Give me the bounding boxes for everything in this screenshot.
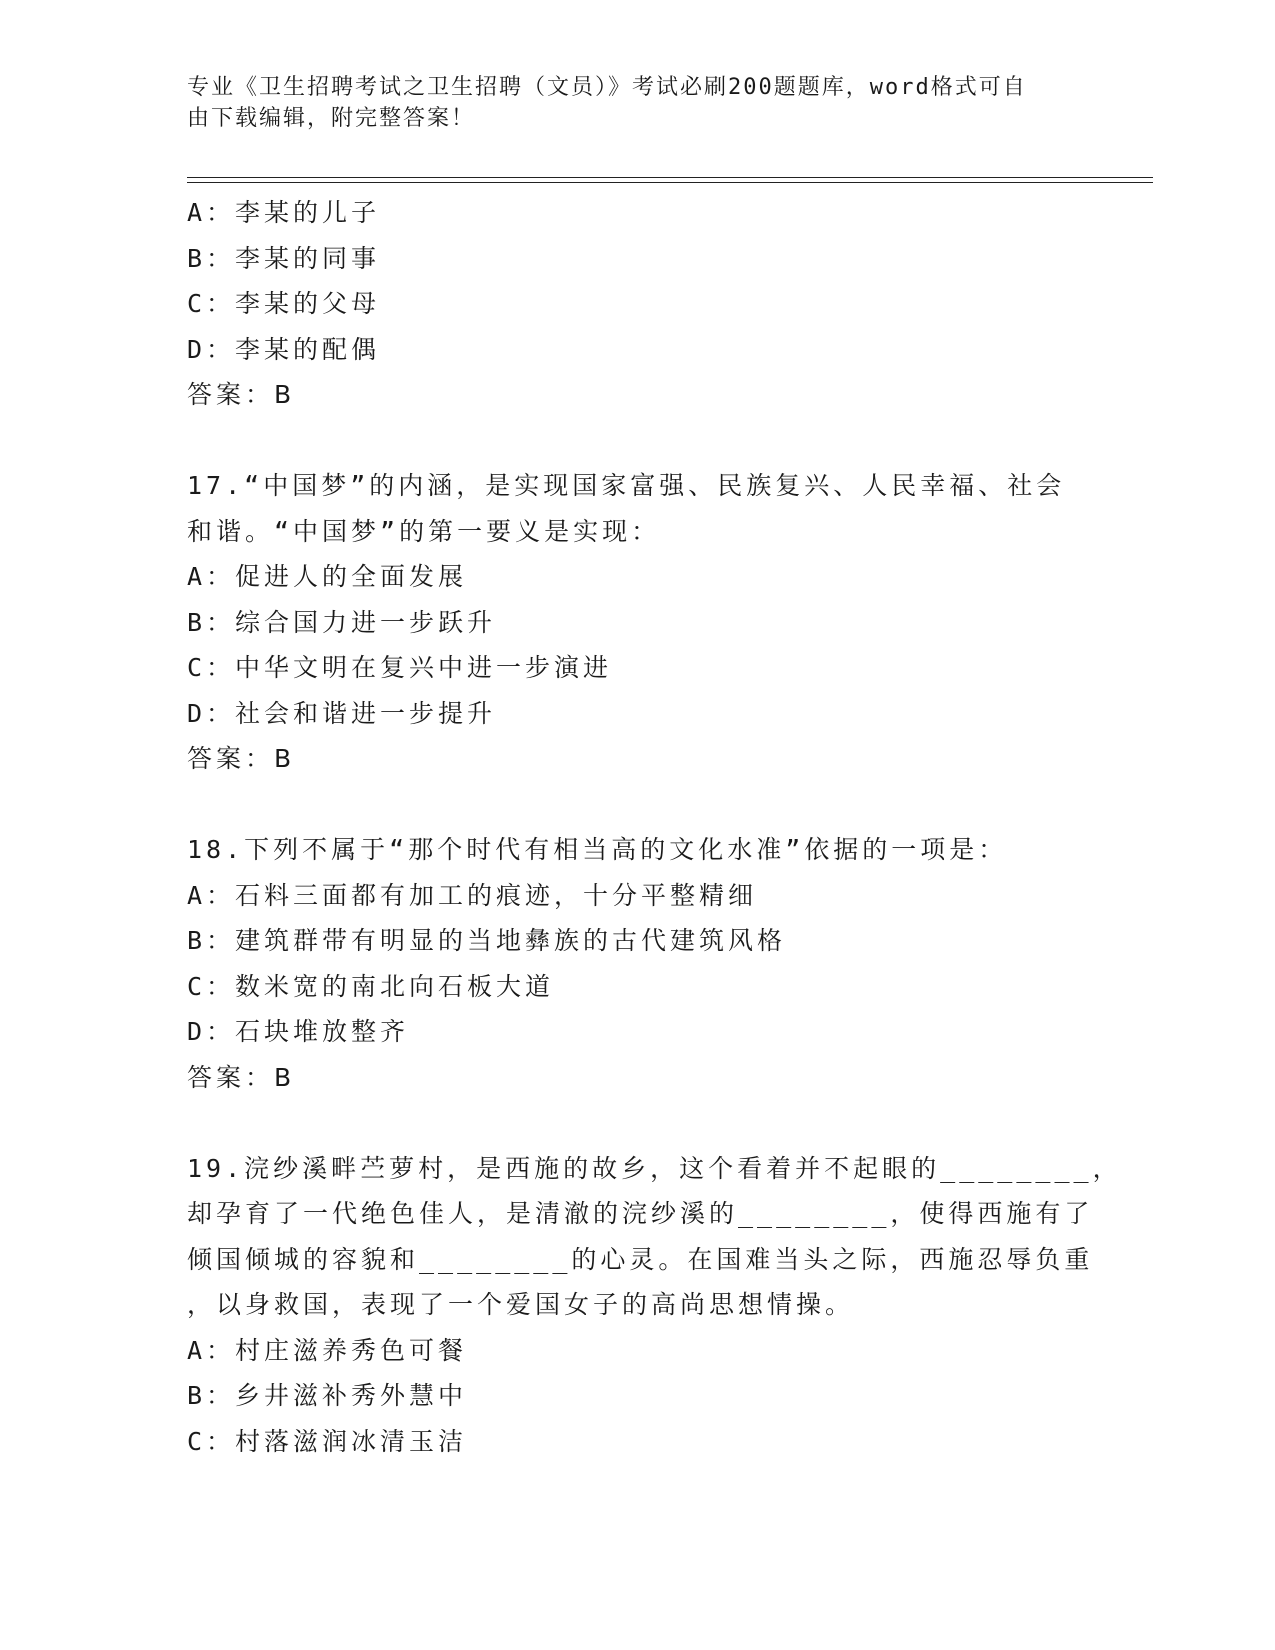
header-divider-top: [187, 177, 1153, 178]
option-d: D：社会和谐进一步提升: [187, 698, 497, 728]
option-c: C：村落滋润冰清玉洁: [187, 1426, 468, 1456]
document-header: [187, 72, 1067, 134]
option-b: B：乡井滋补秀外慧中: [187, 1381, 468, 1410]
question-stem-line: 却孕育了一代绝色佳人，是清澈的浣纱溪的________，使得西施有了: [187, 1199, 1094, 1228]
question-stem-line: 19.浣纱溪畔苎萝村，是西施的故乡，这个看着并不起眼的________，: [187, 1153, 1122, 1183]
header-line-1: 专业《卫生招聘考试之卫生招聘（文员）》考试必刷200题题库，word格式可自: [187, 75, 1027, 100]
document-body: [187, 190, 1122, 1464]
question-stem-line: ，以身救国，表现了一个爱国女子的高尚思想情操。: [187, 1290, 855, 1319]
option-c: C：中华文明在复兴中进一步演进: [187, 653, 613, 682]
answer-text: 答案：B: [187, 380, 296, 409]
option-a: A：李某的儿子: [187, 198, 381, 227]
answer-text: 答案：B: [187, 744, 296, 773]
option-c: C：李某的父母: [187, 289, 381, 318]
question-17: [187, 463, 1087, 782]
option-a: A：村庄滋养秀色可餐: [187, 1335, 468, 1365]
option-c: C：数米宽的南北向石板大道: [187, 971, 555, 1001]
option-a: A：石料三面都有加工的痕迹，十分平整精细: [187, 880, 758, 910]
header-divider-bottom: [187, 182, 1153, 183]
question-18: [187, 827, 1087, 1100]
question-stem-line: 17.“中国梦”的内涵，是实现国家富强、民族复兴、人民幸福、社会: [187, 471, 1066, 500]
option-d: D：李某的配偶: [187, 334, 381, 364]
option-b: B：综合国力进一步跃升: [187, 607, 497, 637]
spacer: [187, 782, 1087, 828]
option-a: A：促进人的全面发展: [187, 562, 468, 591]
answer-text: 答案：B: [187, 1062, 296, 1092]
question-16: [187, 190, 1087, 418]
header-line-2: 由下载编辑，附完整答案！: [187, 106, 476, 131]
question-19: [187, 1146, 1122, 1465]
question-stem-line: 18.下列不属于“那个时代有相当高的文化水准”依据的一项是：: [187, 835, 1008, 864]
option-d: D：石块堆放整齐: [187, 1017, 410, 1046]
option-b: B：建筑群带有明显的当地彝族的古代建筑风格: [187, 926, 787, 955]
spacer: [187, 1100, 1087, 1146]
question-stem-line: 倾国倾城的容貌和________的心灵。在国难当头之际，西施忍辱负重: [187, 1244, 1094, 1274]
option-b: B：李某的同事: [187, 243, 381, 273]
question-stem-line: 和谐。“中国梦”的第一要义是实现：: [187, 516, 661, 546]
spacer: [187, 418, 1087, 464]
